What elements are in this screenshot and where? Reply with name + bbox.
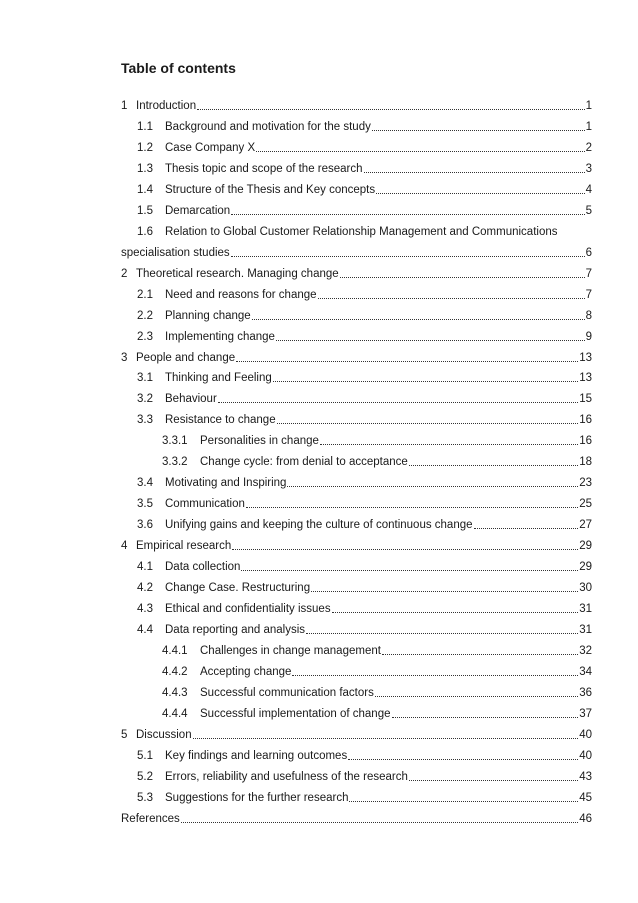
toc-entry[interactable] bbox=[162, 453, 592, 469]
toc-label: Discussion bbox=[136, 728, 192, 741]
toc-label: Introduction bbox=[136, 100, 197, 112]
toc-entry[interactable] bbox=[137, 118, 592, 134]
toc-entry[interactable] bbox=[121, 726, 592, 742]
toc-page-number: 15 bbox=[579, 393, 592, 406]
toc-leader bbox=[218, 401, 578, 403]
toc-page-number: 31 bbox=[579, 603, 592, 616]
toc-leader bbox=[409, 464, 578, 466]
toc-number: 2 bbox=[121, 267, 128, 280]
toc-number: 4.1 bbox=[137, 561, 153, 574]
toc-page-number: 37 bbox=[579, 707, 592, 720]
toc-label: Thinking and Feeling bbox=[165, 372, 272, 385]
toc-leader bbox=[232, 548, 578, 550]
toc-leader bbox=[340, 276, 585, 278]
toc-leader bbox=[364, 171, 585, 173]
toc-entry[interactable] bbox=[121, 265, 592, 281]
toc-leader bbox=[311, 590, 578, 592]
toc-label: Change cycle: from denial to acceptance bbox=[200, 456, 408, 469]
toc-entry[interactable] bbox=[137, 768, 592, 784]
toc-entry[interactable] bbox=[162, 684, 592, 700]
toc-leader bbox=[197, 108, 584, 110]
toc-page-number: 13 bbox=[579, 351, 592, 364]
toc-number: 5 bbox=[121, 728, 128, 741]
toc-page-number: 23 bbox=[579, 477, 592, 490]
toc-label: Theoretical research. Managing change bbox=[136, 267, 339, 280]
toc-label: Structure of the Thesis and Key concepts bbox=[165, 183, 376, 196]
toc-leader bbox=[276, 339, 585, 341]
toc-number: 5.3 bbox=[137, 791, 153, 804]
toc-entry[interactable] bbox=[137, 474, 592, 490]
toc-label: References bbox=[121, 812, 180, 825]
toc-number: 4.4.1 bbox=[162, 644, 188, 657]
toc-entry[interactable] bbox=[137, 495, 592, 511]
toc-page-number: 4 bbox=[585, 183, 592, 196]
toc-entry-continuation[interactable] bbox=[121, 244, 592, 260]
toc-entry[interactable] bbox=[137, 369, 592, 385]
toc-page-number: 1 bbox=[585, 100, 592, 112]
toc-leader bbox=[231, 255, 585, 257]
toc-label: Resistance to change bbox=[165, 414, 276, 427]
toc-leader bbox=[392, 716, 579, 718]
toc-leader bbox=[474, 527, 579, 529]
toc-number: 4.2 bbox=[137, 582, 153, 595]
toc-entry[interactable] bbox=[121, 537, 592, 553]
toc-page-number: 32 bbox=[579, 644, 592, 657]
toc-leader bbox=[376, 192, 584, 194]
toc-label: Communication bbox=[165, 498, 245, 511]
toc-entry[interactable] bbox=[121, 810, 592, 826]
toc-number: 4.4.2 bbox=[162, 665, 188, 678]
toc-entry[interactable] bbox=[137, 223, 557, 239]
toc-label: People and change bbox=[136, 351, 236, 364]
toc-leader bbox=[241, 569, 578, 571]
toc-number: 4.3 bbox=[137, 603, 153, 616]
toc-page-number: 1 bbox=[585, 120, 592, 133]
toc-page-number: 31 bbox=[579, 624, 592, 636]
toc-page-number: 34 bbox=[579, 665, 592, 678]
toc-number: 1.2 bbox=[137, 141, 153, 154]
toc-entry[interactable] bbox=[137, 328, 592, 344]
toc-leader bbox=[306, 632, 578, 634]
toc-leader bbox=[246, 506, 578, 508]
toc-page-number: 40 bbox=[579, 728, 592, 741]
toc-label: Successful communication factors bbox=[200, 686, 374, 699]
toc-label: Accepting change bbox=[200, 665, 292, 678]
toc-page-number: 7 bbox=[585, 288, 592, 301]
toc-leader bbox=[181, 821, 578, 823]
toc-number: 2.3 bbox=[137, 330, 153, 343]
toc-number: 3.6 bbox=[137, 519, 153, 532]
toc-label: Ethical and confidentiality issues bbox=[165, 603, 331, 616]
toc-leader bbox=[320, 443, 578, 445]
toc-number: 2.2 bbox=[137, 309, 153, 322]
toc-leader bbox=[277, 422, 579, 424]
toc-label: Errors, reliability and usefulness of the research bbox=[165, 770, 408, 783]
toc-page-number: 8 bbox=[585, 309, 592, 322]
toc-entry[interactable] bbox=[137, 747, 592, 763]
toc-entry[interactable] bbox=[137, 139, 592, 155]
toc-label: specialisation studies bbox=[121, 246, 230, 259]
toc-page-number: 27 bbox=[579, 519, 592, 532]
toc-page-number: 29 bbox=[579, 540, 592, 553]
toc-leader bbox=[252, 318, 585, 320]
toc-leader bbox=[409, 779, 578, 781]
toc-entry[interactable] bbox=[162, 642, 592, 658]
toc-entry[interactable] bbox=[137, 621, 592, 637]
toc-label: Suggestions for the further research bbox=[165, 791, 349, 804]
toc-label: Demarcation bbox=[165, 204, 231, 217]
toc-leader bbox=[348, 758, 578, 760]
toc-number: 3 bbox=[121, 351, 128, 364]
toc-label: Thesis topic and scope of the research bbox=[165, 162, 363, 175]
toc-page-number: 16 bbox=[579, 414, 592, 427]
toc-page-number: 29 bbox=[579, 561, 592, 574]
toc-label: Motivating and Inspiring bbox=[165, 477, 287, 490]
toc-page-number: 16 bbox=[579, 435, 592, 448]
toc-number: 3.3.1 bbox=[162, 435, 188, 448]
toc-page-number: 9 bbox=[585, 330, 592, 343]
toc-entry[interactable] bbox=[162, 432, 592, 448]
toc-label: Relation to Global Customer Relationship Management and Communications bbox=[165, 225, 558, 238]
toc-label: Challenges in change management bbox=[200, 644, 381, 657]
toc-page-number: 18 bbox=[579, 456, 592, 469]
toc-number: 1.3 bbox=[137, 162, 153, 175]
toc-label: Change Case. Restructuring bbox=[165, 582, 311, 595]
toc-leader bbox=[256, 150, 584, 152]
toc-leader bbox=[236, 360, 578, 362]
toc-page-number: 5 bbox=[585, 204, 592, 217]
toc-entry[interactable] bbox=[137, 390, 592, 406]
toc-number: 5.1 bbox=[137, 749, 153, 762]
toc-number: 3.3 bbox=[137, 414, 153, 427]
toc-number: 5.2 bbox=[137, 770, 153, 783]
toc-number: 2.1 bbox=[137, 288, 153, 301]
toc-entry[interactable] bbox=[137, 411, 592, 427]
toc-page-number: 13 bbox=[579, 372, 592, 385]
toc-entry[interactable] bbox=[137, 160, 592, 176]
toc-page-number: 40 bbox=[579, 749, 592, 762]
toc-leader bbox=[193, 737, 579, 739]
toc-leader bbox=[231, 213, 584, 215]
toc-number: 4.4.4 bbox=[162, 707, 188, 720]
toc-entry[interactable] bbox=[121, 97, 592, 113]
toc-entry[interactable] bbox=[137, 286, 592, 302]
toc-entry[interactable] bbox=[137, 202, 592, 218]
toc-leader bbox=[349, 800, 578, 802]
toc-page-number: 46 bbox=[579, 812, 592, 825]
toc-number: 3.3.2 bbox=[162, 456, 188, 469]
toc-label: Successful implementation of change bbox=[200, 707, 391, 720]
page-title: Table of contents bbox=[121, 60, 236, 76]
toc-label: Empirical research bbox=[136, 540, 232, 553]
toc-number: 1.4 bbox=[137, 183, 153, 196]
toc-entry[interactable] bbox=[137, 307, 592, 323]
toc-number: 1.1 bbox=[137, 120, 153, 133]
toc-entry[interactable] bbox=[137, 558, 592, 574]
toc-label: Unifying gains and keeping the culture of continuous change bbox=[165, 519, 473, 532]
toc-label: Case Company X bbox=[165, 141, 256, 154]
toc-leader bbox=[332, 611, 579, 613]
toc-entry[interactable] bbox=[121, 349, 592, 365]
toc-label: Personalities in change bbox=[200, 435, 319, 448]
toc-number: 1.5 bbox=[137, 204, 153, 217]
toc-entry[interactable] bbox=[162, 705, 592, 721]
toc-label: Planning change bbox=[165, 309, 251, 322]
toc-entry[interactable] bbox=[137, 181, 592, 197]
toc-leader bbox=[375, 695, 578, 697]
toc-label: Data reporting and analysis bbox=[165, 624, 305, 636]
toc-page-number: 43 bbox=[579, 770, 592, 783]
toc-page-number: 2 bbox=[585, 141, 592, 154]
toc-number: 1.6 bbox=[137, 225, 153, 238]
toc-entry[interactable] bbox=[162, 663, 592, 679]
toc-label: Key findings and learning outcomes bbox=[165, 749, 348, 762]
toc-label: Background and motivation for the study bbox=[165, 120, 371, 133]
toc-number: 3.2 bbox=[137, 393, 153, 406]
toc-page-number: 7 bbox=[585, 267, 592, 280]
toc-number: 3.1 bbox=[137, 372, 153, 385]
toc-number: 4.4 bbox=[137, 624, 153, 636]
toc-page-number: 45 bbox=[579, 791, 592, 804]
toc-number: 4.4.3 bbox=[162, 686, 188, 699]
toc-label: Data collection bbox=[165, 561, 241, 574]
toc-number: 4 bbox=[121, 540, 128, 553]
toc-entry[interactable] bbox=[137, 579, 592, 595]
toc-page-number: 30 bbox=[579, 582, 592, 595]
toc-page-number: 36 bbox=[579, 686, 592, 699]
toc-leader bbox=[287, 485, 578, 487]
toc-page-number: 6 bbox=[585, 246, 592, 259]
toc-number: 3.4 bbox=[137, 477, 153, 490]
toc-entry[interactable] bbox=[137, 600, 592, 616]
toc-page-number: 3 bbox=[585, 162, 592, 175]
toc-leader bbox=[292, 674, 578, 676]
toc-number: 3.5 bbox=[137, 498, 153, 511]
toc-entry[interactable] bbox=[137, 789, 592, 805]
toc-leader bbox=[273, 380, 578, 382]
toc-leader bbox=[318, 297, 585, 299]
toc-leader bbox=[382, 653, 578, 655]
toc-label: Need and reasons for change bbox=[165, 288, 317, 301]
toc-label: Implementing change bbox=[165, 330, 275, 343]
toc-entry[interactable] bbox=[137, 516, 592, 532]
toc-leader bbox=[372, 129, 585, 131]
toc-number: 1 bbox=[121, 100, 128, 112]
toc-page-number: 25 bbox=[579, 498, 592, 511]
toc-label: Behaviour bbox=[165, 393, 217, 406]
